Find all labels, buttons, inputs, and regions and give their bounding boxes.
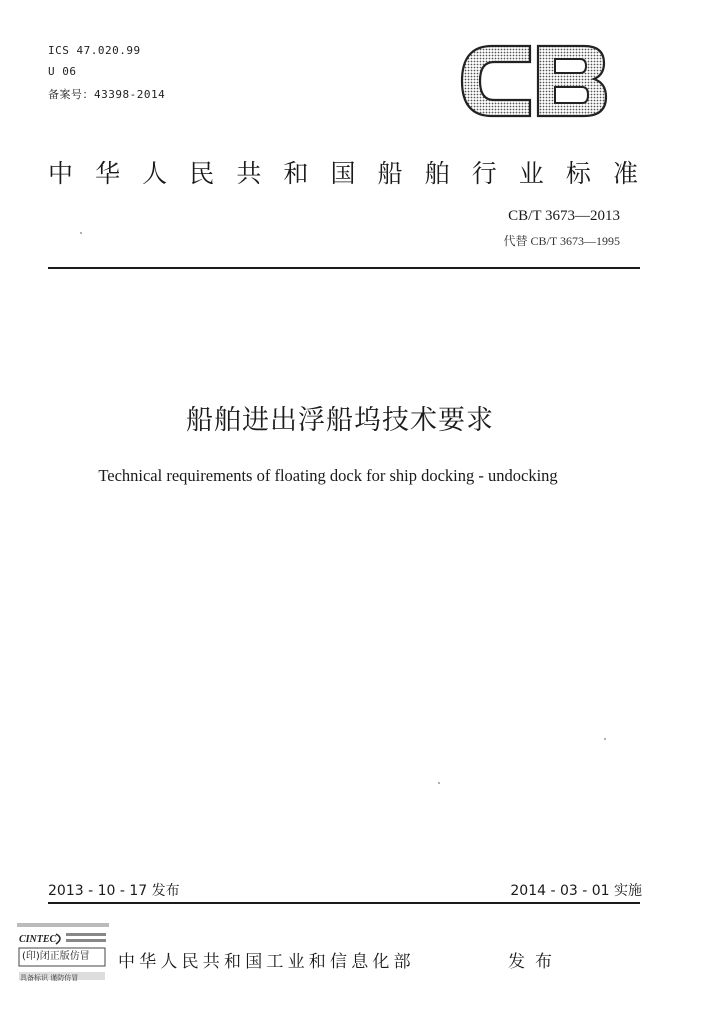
scan-speck bbox=[80, 232, 82, 234]
standard-title-char: 和 bbox=[283, 159, 309, 188]
publisher: 中华人民共和国工业和信息化部 bbox=[118, 952, 415, 972]
standard-number: CB/T 3673—2013 bbox=[508, 208, 620, 224]
implementation-date: 2014 - 03 - 01 实施 bbox=[510, 883, 642, 899]
scan-speck bbox=[604, 738, 606, 740]
header-divider bbox=[48, 267, 640, 269]
standard-title-char: 人 bbox=[142, 159, 168, 188]
cb-standard-logo-icon bbox=[458, 42, 610, 120]
scan-speck bbox=[438, 782, 440, 784]
standard-title-char: 行 bbox=[471, 159, 497, 188]
ccs-code: U 06 bbox=[48, 65, 77, 78]
issue-date: 2013 - 10 - 17 发布 bbox=[48, 883, 180, 899]
document-title-en: Technical requirements of floating dock for ship docking - undocking bbox=[98, 466, 558, 485]
standard-title-char: 业 bbox=[518, 159, 544, 188]
standard-title-char: 民 bbox=[189, 159, 215, 188]
standard-title-char: 船 bbox=[377, 159, 403, 188]
replaces-standard: 代替 CB/T 3673—1995 bbox=[503, 234, 620, 248]
publish-label: 发布 bbox=[508, 952, 562, 972]
svg-text:CINTEC: CINTEC bbox=[19, 934, 57, 945]
stamp-caption: 具备标识 谨防仿冒 bbox=[20, 974, 79, 982]
standard-title-char: 标 bbox=[565, 159, 591, 188]
standard-title-char: 共 bbox=[236, 159, 262, 188]
standard-title-char: 中 bbox=[48, 159, 74, 188]
footer-divider bbox=[48, 902, 640, 904]
standard-category-title bbox=[48, 152, 638, 192]
standard-title-char: 国 bbox=[330, 159, 356, 188]
standard-title-char: 舶 bbox=[424, 159, 450, 188]
stamp-label: (印)闭正版仿冒 bbox=[22, 951, 90, 962]
ics-code: ICS 47.020.99 bbox=[48, 44, 141, 57]
document-title-zh: 船舶进出浮船坞技术要求 bbox=[186, 405, 494, 436]
filing-number: 备案号：43398-2014 bbox=[48, 88, 166, 101]
standard-title-char: 准 bbox=[612, 159, 638, 188]
standard-title-char: 华 bbox=[95, 159, 121, 188]
